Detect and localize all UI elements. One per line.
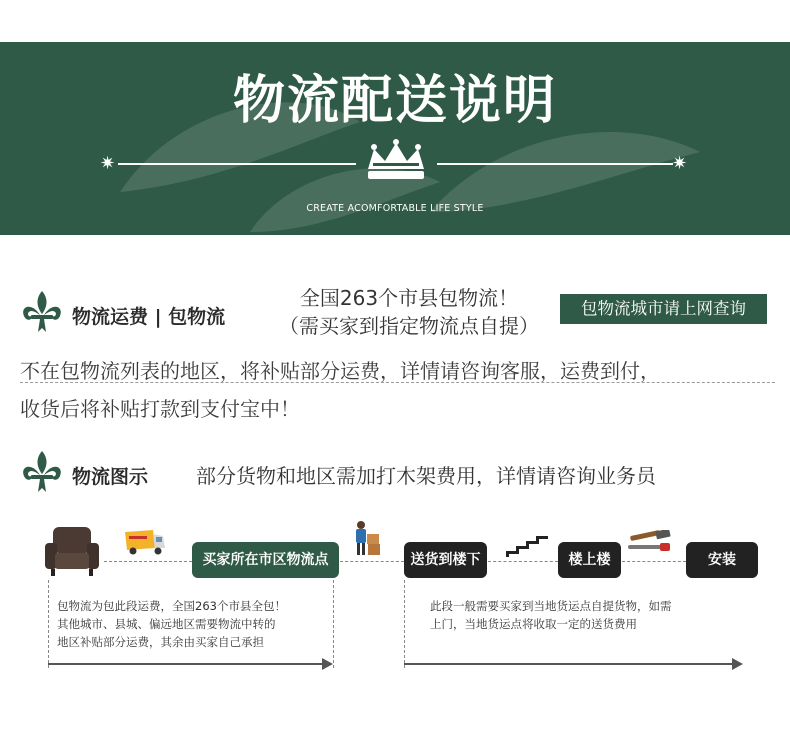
free-shipping-line1: 全国263个市县包物流！ bbox=[299, 286, 519, 310]
dotted-divider bbox=[20, 382, 775, 383]
step-install: 安装 bbox=[686, 542, 758, 578]
sparkle-left-icon: ✷ bbox=[100, 153, 116, 174]
free-shipping-info bbox=[268, 284, 550, 340]
pickup-delivery-desc: 此段一般需要买家到当地货运点自提货物，如需 上门，当地货运点将收取一定的送货费用 bbox=[430, 599, 672, 631]
free-shipping-cities-tag: 包物流城市请上网查询 bbox=[560, 294, 767, 324]
divider-left bbox=[118, 163, 356, 165]
fleur-de-lis-icon bbox=[18, 448, 66, 496]
section-heading-diagram: 物流图示 bbox=[72, 466, 149, 488]
step-deliver-downstairs: 送货到楼下 bbox=[404, 542, 487, 578]
sofa-icon bbox=[43, 525, 101, 577]
arrow-head-icon bbox=[732, 658, 743, 670]
tools-icon bbox=[626, 530, 672, 556]
arrow-head-icon bbox=[322, 658, 333, 670]
flow-connector bbox=[622, 561, 686, 562]
scope-arrow-line bbox=[48, 663, 324, 665]
subsidy-line1: 不在包物流列表的地区，将补贴部分运费，详情请咨询客服，运费到付， bbox=[20, 359, 660, 383]
bracket-left bbox=[48, 580, 49, 668]
divider-right bbox=[437, 163, 673, 165]
free-shipping-line2: （需买家到指定物流点自提） bbox=[279, 314, 539, 338]
bracket-left bbox=[404, 580, 405, 668]
flow-connector bbox=[488, 561, 558, 562]
scope-arrow-line bbox=[404, 663, 734, 665]
flow-connector bbox=[104, 561, 192, 562]
stairs-icon bbox=[506, 535, 548, 557]
shipping-subsidy-text bbox=[20, 352, 780, 428]
free-shipping-scope-desc: 包物流为包此段运费，全国263个市县全包！ 其他城市、县城、偏远地区需要物流中转的 地区补贴部分运费，其余由买家自己承担 bbox=[57, 599, 286, 649]
delivery-man-icon bbox=[352, 520, 382, 556]
crown-icon bbox=[363, 139, 429, 183]
step-local-logistics-point: 买家所在市区物流点 bbox=[192, 542, 339, 578]
fleur-de-lis-icon bbox=[18, 288, 66, 336]
truck-icon bbox=[123, 528, 167, 556]
banner-subtitle: CREATE ACOMFORTABLE LIFE STYLE bbox=[306, 203, 484, 214]
bracket-right bbox=[333, 580, 334, 668]
wooden-frame-note: 部分货物和地区需加打木架费用，详情请咨询业务员 bbox=[196, 464, 656, 488]
section-heading-shipping: 物流运费 | 包物流 bbox=[72, 306, 226, 328]
page-title: 物流配送说明 bbox=[232, 71, 557, 131]
sparkle-right-icon: ✷ bbox=[672, 153, 688, 174]
step-upstairs: 楼上楼 bbox=[558, 542, 621, 578]
subsidy-line2: 收货后将补贴打款到支付宝中！ bbox=[20, 397, 300, 421]
header-banner bbox=[0, 42, 790, 235]
flow-connector bbox=[340, 561, 404, 562]
